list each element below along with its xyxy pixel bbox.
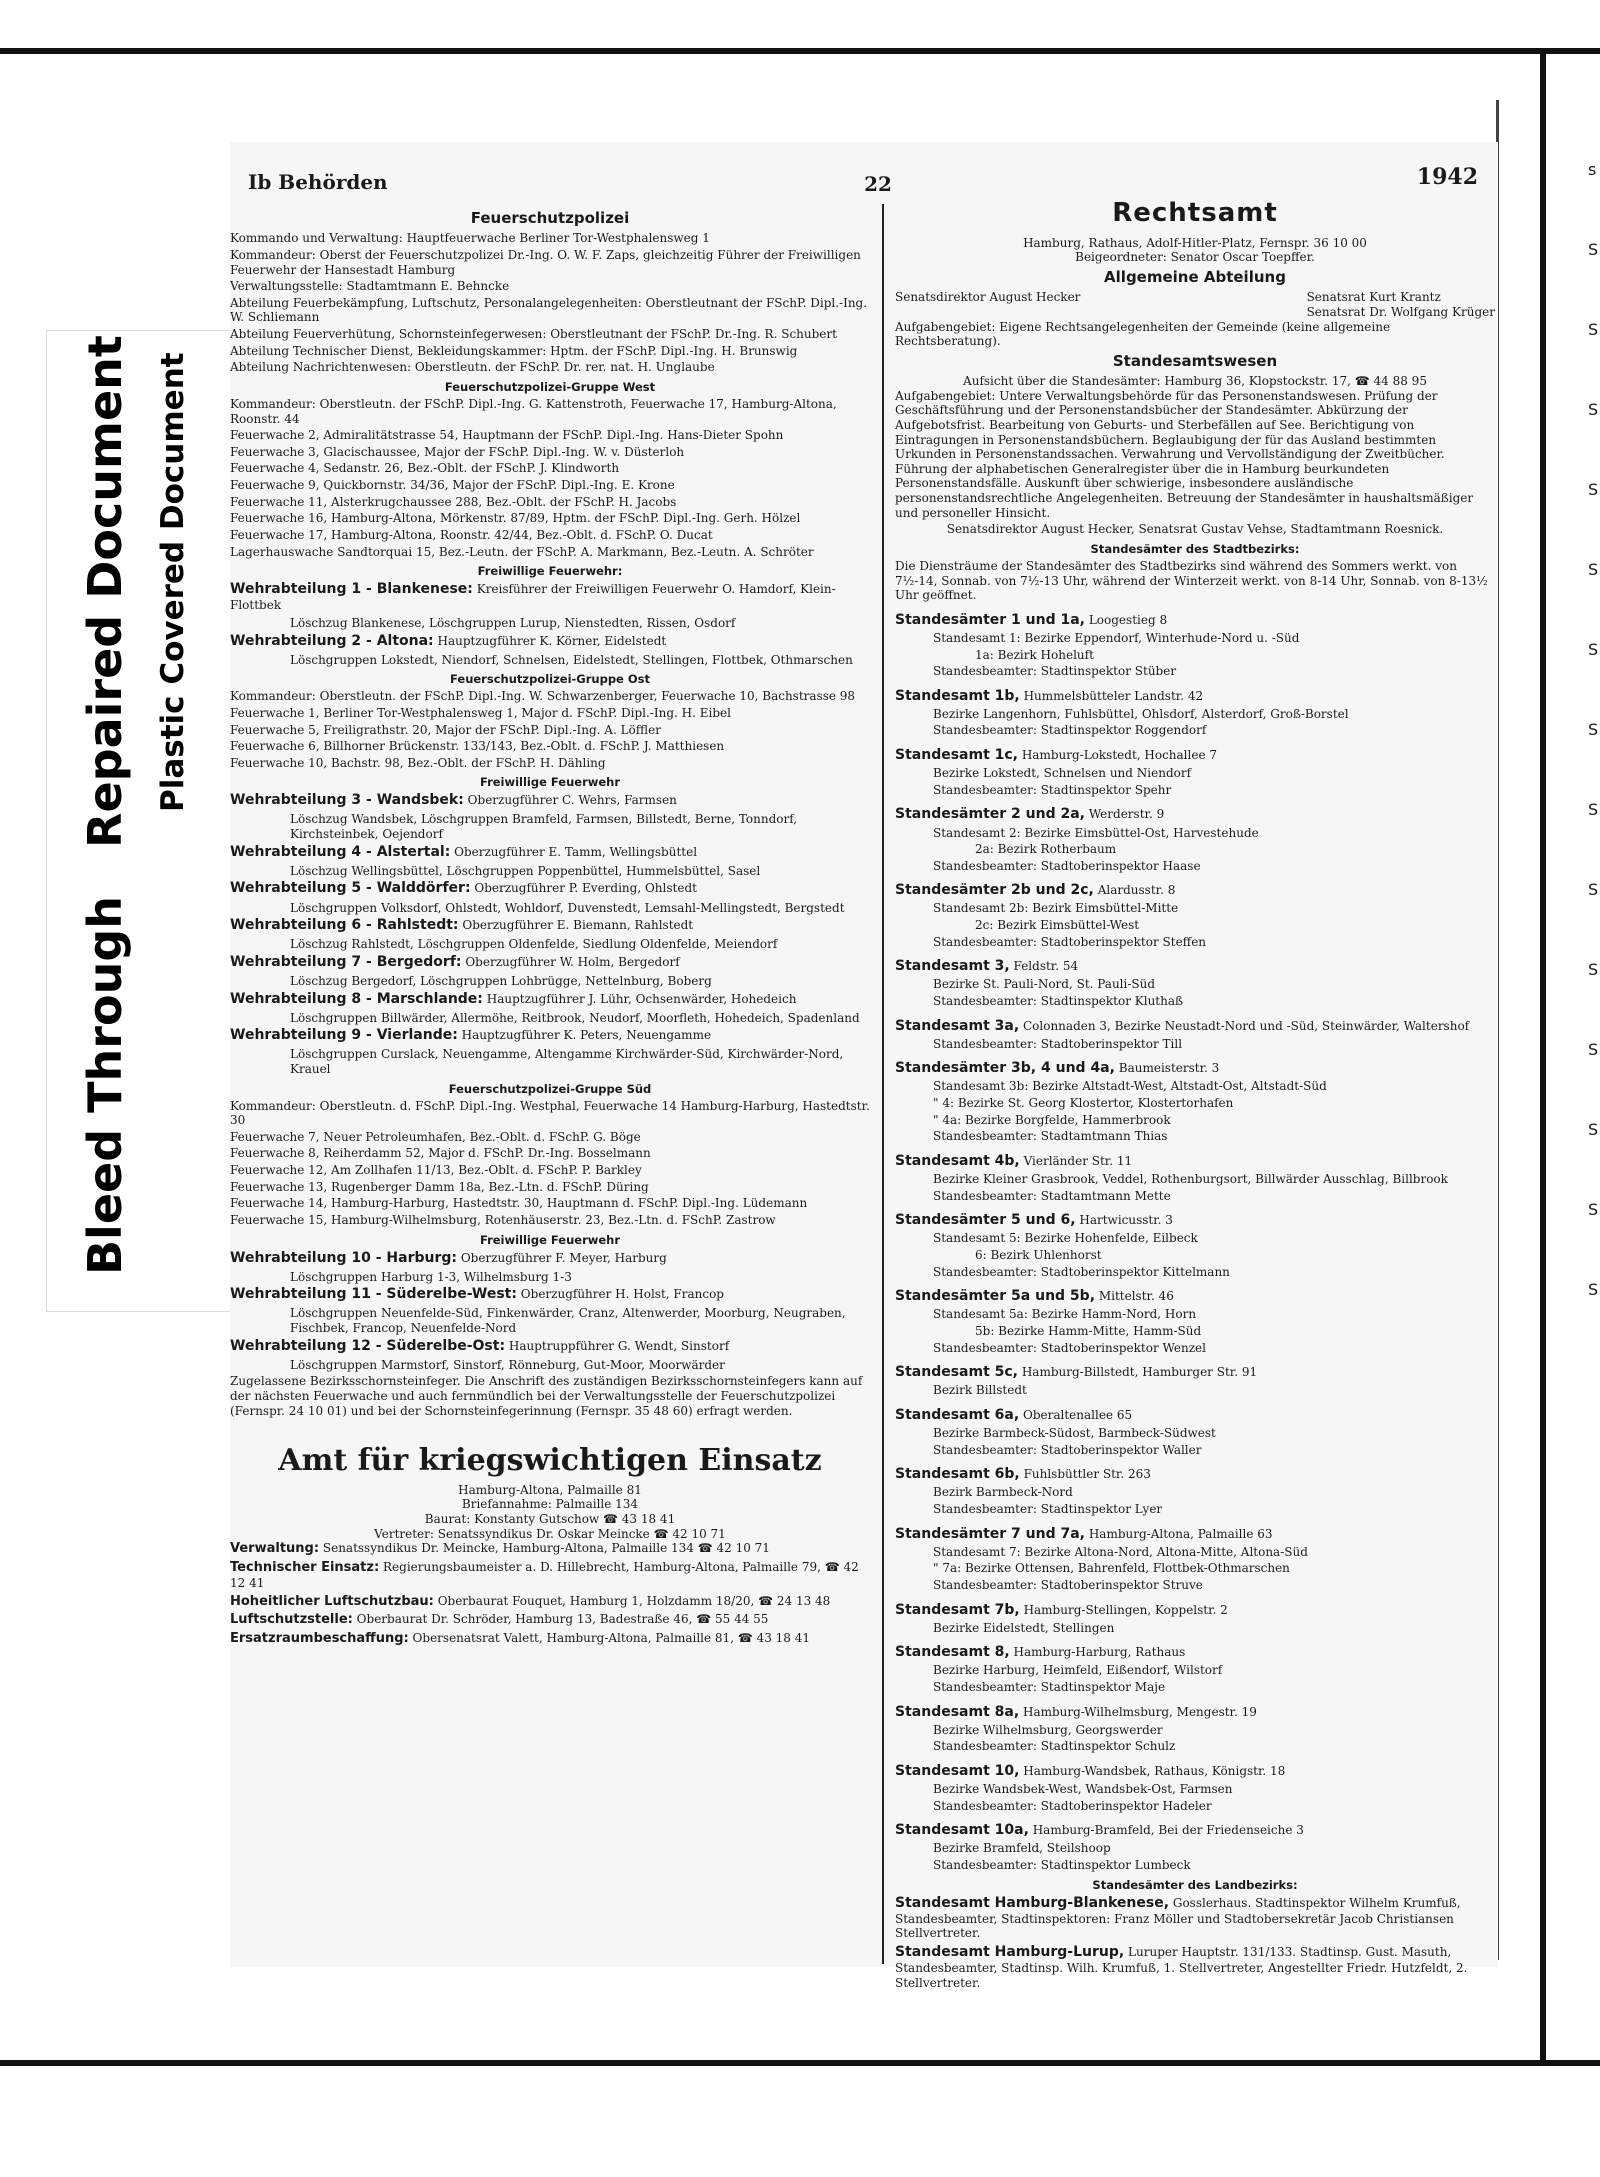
standesamt-detail: Standesbeamter: Stadtoberinspektor Till <box>933 1036 1183 1051</box>
text-line: Feuerwache 3, Glacischaussee, Major der FSchP. Dipl.-Ing. W. v. Düsterloh <box>230 444 685 459</box>
text-line: Feuerwache 17, Hamburg-Altona, Roonstr. 42/44, Bez.-Oblt. d. FSchP. O. Ducat <box>230 527 713 542</box>
standesamt-name: Standesamt 10a, <box>895 1822 1029 1839</box>
ff-ost-list <box>230 792 870 1076</box>
amt-entry <box>230 1612 870 1628</box>
text-line: Kommandeur: Oberstleutn. d. FSchP. Dipl.-Ing. Westphal, Feuerwache 14 Hamburg-Harburg, Hastedtstr. 30 <box>230 1098 870 1128</box>
text-line: Abteilung Feuerbekämpfung, Luftschutz, Personalangelegenheiten: Oberstleutnant der FSchP. Dipl.-Ing. W. Schliemann <box>230 295 868 325</box>
standesamt-entry <box>895 612 1495 679</box>
standesamt-detail: Bezirke Lokstedt, Schnelsen und Niendorf <box>933 766 1192 781</box>
text-line: Feuerwache 10, Bachstr. 98, Bez.-Oblt. der FSchP. H. Dähling <box>230 755 606 770</box>
amt-entry-text: Oberbaurat Dr. Schröder, Hamburg 13, Badestraße 46, ☎ 55 44 55 <box>356 1612 769 1627</box>
standesamt-entry <box>895 1704 1495 1754</box>
standesamt-name: Standesämter 5a und 5b, <box>895 1288 1096 1305</box>
wehrabteilung-leader: Hauptruppführer G. Wendt, Sinstorf <box>508 1338 730 1353</box>
standesamt-head <box>895 1602 1495 1619</box>
standesamt-name: Standesämter 3b, 4 und 4a, <box>895 1060 1115 1077</box>
standesamt-name: Standesamt 3, <box>895 958 1010 975</box>
standesamt-address: Hamburg-Stellingen, Koppelstr. 2 <box>1023 1602 1228 1617</box>
wehrabteilung-name: Wehrabteilung 9 - Vierlande: <box>230 1027 458 1044</box>
rechtsamt-address: Hamburg, Rathaus, Adolf-Hitler-Platz, Fernspr. 36 10 00 <box>1023 235 1367 250</box>
text-line: Feuerwache 13, Rugenberger Damm 18a, Bez.-Ltn. d. FSchP. Düring <box>230 1179 649 1194</box>
amt-entry-name: Technischer Einsatz: <box>230 1560 380 1576</box>
wehrabteilung-entry <box>230 954 870 971</box>
scan-edge-top <box>0 48 1600 54</box>
strip-letter: S <box>1588 720 1599 739</box>
amt-entry-name: Verwaltung: <box>230 1541 320 1557</box>
wehrabteilung-name: Wehrabteilung 2 - Altona: <box>230 632 434 649</box>
wehrabteilung-name: Wehrabteilung 4 - Alstertal: <box>230 843 451 860</box>
standesamt-name: Standesamt 3a, <box>895 1017 1020 1034</box>
strip-letter: S <box>1588 320 1599 339</box>
standesamt-address: Hummelsbütteler Landstr. 42 <box>1023 688 1204 703</box>
wehrabteilung-leader: Hauptzugführer K. Körner, Eidelstedt <box>437 633 667 648</box>
standesamt-detail: Standesbeamter: Stadtamtmann Mette <box>933 1188 1171 1203</box>
loeschgruppen: Löschzug Bergedorf, Löschgruppen Lohbrügge, Nettelnburg, Boberg <box>290 973 712 988</box>
standesamt-detail: Standesbeamter: Stadtinspektor Lumbeck <box>933 1857 1191 1872</box>
text-line: Abteilung Nachrichtenwesen: Oberstleutn. der FSchP. Dr. rer. nat. H. Unglaube <box>230 360 715 375</box>
ff-title-sued: Freiwillige Feuerwehr <box>479 1232 621 1247</box>
document-page <box>230 142 1498 1990</box>
standesamt-head <box>895 1153 1495 1170</box>
feuerschutz-lines <box>230 231 870 375</box>
amt-entry <box>230 1560 870 1590</box>
standesamt-entry <box>895 1060 1495 1144</box>
standesamt-detail: Bezirke Langenhorn, Fuhlsbüttel, Ohlsdorf, Alsterdorf, Groß-Borstel <box>933 706 1349 721</box>
left-column <box>230 206 870 1650</box>
wehrabteilung-leader: Oberzugführer F. Meyer, Harburg <box>460 1250 667 1265</box>
allg-left: Senatsdirektor August Hecker <box>895 290 1081 305</box>
text-line: Feuerwache 15, Hamburg-Wilhelmsburg, Rotenhäuserstr. 23, Bez.-Ltn. d. FSchP. Zastrow <box>230 1212 776 1227</box>
header-section: Ib Behörden <box>248 170 388 194</box>
standesamt-detail: Standesbeamter: Stadtinspektor Spehr <box>933 782 1172 797</box>
wehrabteilung-entry <box>230 844 870 861</box>
land-title: Standesämter des Landbezirks: <box>1092 1877 1298 1892</box>
ost-title: Feuerschutzpolizei-Gruppe Ost <box>450 672 650 687</box>
strip-letter: S <box>1588 640 1599 659</box>
text-line: Feuerwache 11, Alsterkrugchaussee 288, Bez.-Oblt. der FSchP. H. Jacobs <box>230 494 677 509</box>
standesamt-detail: 2a: Bezirk Rotherbaum <box>975 842 1117 857</box>
standesamt-name: Standesämter 2 und 2a, <box>895 806 1085 823</box>
strip-letter: S <box>1588 800 1599 819</box>
wehrabteilung-entry <box>230 880 870 897</box>
standesamt-name: Standesamt 10, <box>895 1762 1020 1779</box>
standesamt-address: Hamburg-Billstedt, Hamburger Str. 91 <box>1021 1365 1258 1380</box>
wehrabteilung-leader: Oberzugführer E. Tamm, Wellingsbüttel <box>454 844 698 859</box>
wehrabteilung-entry <box>230 1286 870 1303</box>
right-column <box>895 198 1495 1993</box>
loeschgruppen: Löschgruppen Billwärder, Allermöhe, Reitbrook, Neudorf, Moorfleth, Hohedeich, Spadenland <box>290 1010 860 1025</box>
text-line: Lagerhauswache Sandtorquai 15, Bez.-Leutn. der FSchP. A. Markmann, Bez.-Leutn. A. Schröter <box>230 544 814 559</box>
amt-address: Hamburg-Altona, Palmaille 81 <box>458 1482 642 1497</box>
text-line: Kommandeur: Oberst der Feuerschutzpolizei Dr.-Ing. O. W. F. Zaps, gleichzeitig Führer der Freiwilligen Feuerwehr der Hansestadt Hamburg <box>230 247 861 277</box>
scan-edge-bottom <box>0 2060 1600 2066</box>
standesamt-name: Standesamt 1c, <box>895 747 1018 764</box>
standesamt-head <box>895 1763 1495 1780</box>
standesamt-name: Standesamt 4b, <box>895 1152 1020 1169</box>
standesamt-entry <box>895 1153 1495 1203</box>
allg-right: Senatsrat Kurt Krantz Senatsrat Dr. Wolfgang Krüger <box>1306 290 1495 319</box>
standesamt-detail: Bezirke St. Pauli-Nord, St. Pauli-Süd <box>933 977 1156 992</box>
amt-entry-name: Hoheitlicher Luftschutzbau: <box>230 1593 434 1609</box>
standesamt-detail: Standesbeamter: Stadtoberinspektor Wenzel <box>933 1340 1206 1355</box>
standesamt-detail: Standesamt 1: Bezirke Eppendorf, Winterhude-Nord u. -Süd <box>933 630 1300 645</box>
column-divider <box>882 204 884 1964</box>
ff-west-list <box>230 581 870 667</box>
standesamt-detail: " 4: Bezirke St. Georg Klostertor, Klostertorhafen <box>933 1096 1234 1111</box>
standesamt-entry <box>895 806 1495 873</box>
standesamt-head <box>895 806 1495 823</box>
text-line: Kommandeur: Oberstleutn. der FSchP. Dipl.-Ing. W. Schwarzenberger, Feuerwache 10, Bachstrasse 98 <box>230 689 856 704</box>
loeschgruppen: Löschgruppen Curslack, Neuengamme, Altengamme Kirchwärder-Süd, Kirchwärder-Nord, Krauel <box>290 1047 844 1076</box>
standesamt-head <box>895 1060 1495 1077</box>
standesamt-detail: 2c: Bezirk Eimsbüttel-West <box>975 918 1140 933</box>
land-entry <box>895 1895 1495 1941</box>
standesamt-name: Standesamt 8, <box>895 1644 1010 1661</box>
loeschgruppen: Löschgruppen Neuenfelde-Süd, Finkenwärder, Cranz, Altenwerder, Moorburg, Neugraben, Fischbek, Francop, Neuenfelde-Nord <box>290 1306 846 1335</box>
standesamt-address: Werderstr. 9 <box>1088 807 1165 822</box>
standesamt-detail: Standesbeamter: Stadtinspektor Schulz <box>933 1739 1176 1754</box>
stand-aufgaben: Aufgabengebiet: Untere Verwaltungsbehörde für das Personenstandswesen. Prüfung der Geschäftsführung und der Personenstandsbücher der Standesämter. Abkürzung der Aufgebotsfrist. Bearbeitung von Geburts- und Sterbefällen auf See. Berichtigung von Eintragungen in Personenstandsbüchern. Beglaubigung der für das Ausland bestimmten Urkunden in Personenstandssachen. Verwahrung und Vervollständigung der Zweitbücher. Führung der alphabetischen Generalregister über die in Hamburg beurkundeten Personenstandsfälle. Auskunft über schwierige, insbesondere ausländische personenstandsrechtliche Angelegenheiten. Betreuung der Standesämter in haushaltsmäßiger und personeller Hinsicht. <box>895 388 1474 520</box>
strip-letter: S <box>1588 400 1599 419</box>
wehrabteilung-leader: Oberzugführer P. Everding, Ohlstedt <box>474 881 697 896</box>
standesamt-entry <box>895 958 1495 1008</box>
strip-letter: S <box>1588 960 1599 979</box>
wehrabteilung-name: Wehrabteilung 3 - Wandsbek: <box>230 792 464 809</box>
sued-title: Feuerschutzpolizei-Gruppe Süd <box>448 1081 652 1096</box>
standesamt-detail: Standesbeamter: Stadtoberinspektor Steffen <box>933 934 1207 949</box>
land-text: Luruper Hauptstr. 131/133. Stadtinsp. Gust. Masuth, Standesbeamter, Stadtinsp. Wilh. Krumfuß, 1. Stellvertreter, Angestellter Friedr. Hutzfeldt, 2. Stellvertreter. <box>895 1944 1468 1990</box>
standesamt-detail: Standesbeamter: Stadtamtmann Thias <box>933 1129 1168 1144</box>
loeschgruppen: Löschgruppen Lokstedt, Niendorf, Schnelsen, Eidelstedt, Stellingen, Flottbek, Othmarschen <box>290 652 853 667</box>
text-line: Abteilung Feuerverhütung, Schornsteinfegerwesen: Oberstleutnant der FSchP. Dr.-Ing. R. Schubert <box>230 327 837 342</box>
standesamt-entry <box>895 1364 1495 1398</box>
wehrabteilung-leader: Hauptzugführer K. Peters, Neuengamme <box>461 1028 712 1043</box>
strip-letter: S <box>1588 1200 1599 1219</box>
standesamt-detail: Standesamt 7: Bezirke Altona-Nord, Altona-Mitte, Altona-Süd <box>933 1544 1308 1559</box>
standesamt-detail: Standesbeamter: Stadtinspektor Roggendorf <box>933 723 1207 738</box>
standesaemter-list <box>895 612 1495 1873</box>
amt-entry-name: Ersatzraumbeschaffung: <box>230 1631 409 1647</box>
amt-title: Amt für kriegswichtigen Einsatz <box>278 1443 822 1479</box>
standesamt-entry <box>895 1407 1495 1457</box>
label-card <box>46 330 238 1312</box>
wehrabteilung-leader: Oberzugführer H. Holst, Francop <box>520 1287 724 1302</box>
standesamt-head <box>895 747 1495 764</box>
standesamt-detail: Standesbeamter: Stadtinspektor Stüber <box>933 664 1177 679</box>
wehrabteilung-name: Wehrabteilung 5 - Walddörfer: <box>230 880 471 897</box>
standesamt-detail: Standesamt 2b: Bezirk Eimsbüttel-Mitte <box>933 901 1179 916</box>
land-name: Standesamt Hamburg-Lurup, <box>895 1943 1125 1960</box>
standesamt-address: Hamburg-Altona, Palmaille 63 <box>1088 1526 1273 1541</box>
standesamt-detail: Bezirke Eidelstedt, Stellingen <box>933 1620 1115 1635</box>
standesamt-address: Feldstr. 54 <box>1013 959 1079 974</box>
stadt-intro: Die Diensträume der Standesämter des Stadtbezirks sind während des Sommers werkt. von 7½-14, Sonnab. von 7½-13 Uhr, während der Winterzeit werkt. von 8-14 Uhr, Sonnab. von 8-13½ Uhr geöffnet. <box>895 558 1488 603</box>
standesamt-name: Standesämter 2b und 2c, <box>895 882 1094 899</box>
loeschgruppen: Löschzug Wandsbek, Löschgruppen Bramfeld, Farmsen, Billstedt, Berne, Tonndorf, Kirchsteinbek, Oejendorf <box>290 812 798 842</box>
standesamt-entry <box>895 1466 1495 1516</box>
strip-letter: s <box>1588 160 1597 179</box>
feuerschutz-title: Feuerschutzpolizei <box>470 209 630 227</box>
standesamt-head <box>895 688 1495 705</box>
standesamt-detail: Standesamt 2: Bezirke Eimsbüttel-Ost, Harvestehude <box>933 825 1259 840</box>
standesamt-entry <box>895 1763 1495 1813</box>
wehrabteilung-leader: Oberzugführer E. Biemann, Rahlstedt <box>462 918 694 933</box>
header-year: 1942 <box>1416 164 1478 190</box>
text-line: Feuerwache 4, Sedanstr. 26, Bez.-Oblt. der FSchP. J. Klindworth <box>230 461 620 476</box>
standesamt-head <box>895 1526 1495 1543</box>
stadt-title: Standesämter des Stadtbezirks: <box>1090 541 1300 556</box>
stand-title: Standesamtswesen <box>1112 351 1278 370</box>
standesamt-entry <box>895 1288 1495 1355</box>
standesamt-detail: Standesbeamter: Stadtoberinspektor Hadeler <box>933 1798 1212 1813</box>
allg-aufgaben: Aufgabengebiet: Eigene Rechtsangelegenheiten der Gemeinde (keine allgemeine Rechtsberatung). <box>895 319 1391 349</box>
standesamt-detail: 5b: Bezirke Hamm-Mitte, Hamm-Süd <box>975 1323 1202 1338</box>
strip-letter: S <box>1588 1280 1599 1299</box>
standesamt-head <box>895 1644 1495 1661</box>
standesamt-detail: Bezirke Bramfeld, Steilshoop <box>933 1841 1111 1856</box>
standesamt-address: Loogestieg 8 <box>1088 612 1168 627</box>
standesamt-detail: Standesbeamter: Stadtinspektor Kluthaß <box>933 994 1184 1009</box>
standesamt-address: Baumeisterstr. 3 <box>1118 1061 1220 1076</box>
strip-letter: S <box>1588 1040 1599 1059</box>
amt-entry <box>230 1541 870 1557</box>
wehrabteilung-name: Wehrabteilung 11 - Süderelbe-West: <box>230 1286 517 1303</box>
text-line: Feuerwache 14, Hamburg-Harburg, Hastedtstr. 30, Hauptmann d. FSchP. Dipl.-Ing. Lüdemann <box>230 1196 808 1211</box>
standesamt-address: Hamburg-Lokstedt, Hochallee 7 <box>1021 748 1218 763</box>
land-name: Standesamt Hamburg-Blankenese, <box>895 1894 1170 1911</box>
standesamt-address: Hartwicusstr. 3 <box>1079 1213 1173 1228</box>
strip-letter: S <box>1588 880 1599 899</box>
text-line: Feuerwache 5, Freiligrathstr. 20, Major der FSchP. Dipl.-Ing. A. Löffler <box>230 722 661 737</box>
page-number: 22 <box>864 172 892 196</box>
wehrabteilung-name: Wehrabteilung 7 - Bergedorf: <box>230 953 462 970</box>
wehrabteilung-entry <box>230 1338 870 1355</box>
standesamt-head <box>895 882 1495 899</box>
standesamt-detail: Bezirk Barmbeck-Nord <box>933 1485 1073 1500</box>
standesamt-name: Standesamt 8a, <box>895 1703 1020 1720</box>
strip-letter: S <box>1588 1120 1599 1139</box>
strip-letter: S <box>1588 560 1599 579</box>
amt-baurat: Baurat: Konstanty Gutschow ☎ 43 18 41 <box>424 1511 676 1526</box>
standesamt-address: Colonnaden 3, Bezirke Neustadt-Nord und -Süd, Steinwärder, Waltershof <box>1022 1018 1470 1033</box>
standesamt-entry <box>895 1822 1495 1872</box>
standesamt-detail: Bezirke Wilhelmsburg, Georgswerder <box>933 1722 1163 1737</box>
standesamt-entry <box>895 1644 1495 1694</box>
text-line: Feuerwache 7, Neuer Petroleumhafen, Bez.-Oblt. d. FSchP. G. Böge <box>230 1129 641 1144</box>
standesamt-detail: " 7a: Bezirke Ottensen, Bahrenfeld, Flottbek-Othmarschen <box>933 1561 1290 1576</box>
standesamt-detail: 1a: Bezirk Hoheluft <box>975 647 1094 662</box>
amt-entry-text: Obersenatsrat Valett, Hamburg-Altona, Palmaille 81, ☎ 43 18 41 <box>412 1631 811 1646</box>
scan-edge-right <box>1540 48 1546 2066</box>
label-plastic-covered: Plastic Covered Document <box>155 352 191 812</box>
standesamt-head <box>895 1704 1495 1721</box>
standesamt-detail: Standesamt 3b: Bezirke Altstadt-West, Altstadt-Ost, Altstadt-Süd <box>933 1079 1327 1094</box>
west-lines <box>230 397 870 559</box>
standesamt-address: Hamburg-Bramfeld, Bei der Friedenseiche 3 <box>1032 1823 1304 1838</box>
standesamt-detail: Bezirke Barmbeck-Südost, Barmbeck-Südwest <box>933 1425 1216 1440</box>
ff-title-ost: Freiwillige Feuerwehr <box>479 775 621 790</box>
standesamt-detail: Standesbeamter: Stadtinspektor Maje <box>933 1679 1166 1694</box>
wehrabteilung-leader: Hauptzugführer J. Lühr, Ochsenwärder, Hohedeich <box>486 991 797 1006</box>
wehrabteilung-name: Wehrabteilung 6 - Rahlstedt: <box>230 917 459 934</box>
standesamt-address: Hamburg-Wandsbek, Rathaus, Königstr. 18 <box>1023 1763 1286 1778</box>
rechtsamt-beigeordneter: Beigeordneter: Senator Oscar Toepffer. <box>1075 250 1315 265</box>
amt-entry <box>230 1631 870 1647</box>
rechtsamt-title: Rechtsamt <box>1112 198 1278 228</box>
standesamt-detail: Standesbeamter: Stadtoberinspektor Kittelmann <box>933 1264 1230 1279</box>
standesamt-entry <box>895 1602 1495 1636</box>
west-title: Feuerschutzpolizei-Gruppe West <box>444 379 656 394</box>
standesamt-detail: Standesbeamter: Stadtinspektor Lyer <box>933 1501 1163 1516</box>
standesamt-detail: Bezirke Harburg, Heimfeld, Eißendorf, Wilstorf <box>933 1663 1223 1678</box>
standesamt-address: Vierländer Str. 11 <box>1023 1153 1133 1168</box>
standesamt-address: Hamburg-Harburg, Rathaus <box>1013 1645 1186 1660</box>
standesamt-address: Oberaltenallee 65 <box>1022 1407 1133 1422</box>
text-line: Feuerwache 16, Hamburg-Altona, Mörkenstr. 87/89, Hptm. der FSchP. Dipl.-Ing. Gerh. Hölzel <box>230 511 801 526</box>
land-text: Gosslerhaus. Stadtinspektor Wilhelm Krumfuß, Standesbeamter, Stadtinspektoren: Franz Möller und Stadtobersekretär Jacob Christiansen Stellvertreter. <box>895 1895 1461 1941</box>
standesamt-entry <box>895 747 1495 797</box>
standesamt-head <box>895 1364 1495 1381</box>
standesamt-entry <box>895 688 1495 738</box>
loeschgruppen: Löschzug Blankenese, Löschgruppen Lurup, Nienstedten, Rissen, Osdorf <box>290 615 736 630</box>
text-line: Feuerwache 9, Quickbornstr. 34/36, Major der FSchP. Dipl.-Ing. E. Krone <box>230 478 675 493</box>
standesamt-name: Standesamt 5c, <box>895 1364 1018 1381</box>
standesamt-head <box>895 1466 1495 1483</box>
adjacent-page-strip <box>1550 160 1600 1360</box>
text-line: Feuerwache 6, Billhorner Brückenstr. 133/143, Bez.-Oblt. d. FSchP. J. Matthiesen <box>230 739 725 754</box>
standesamt-detail: " 4a: Bezirke Borgfelde, Hammerbrook <box>933 1112 1171 1127</box>
loeschgruppen: Löschgruppen Harburg 1-3, Wilhelmsburg 1-3 <box>290 1269 572 1284</box>
standesamt-head <box>895 1407 1495 1424</box>
stand-staff: Senatsdirektor August Hecker, Senatsrat Gustav Vehse, Stadtamtmann Roesnick. <box>946 522 1444 537</box>
amt-entry-text: Senatssyndikus Dr. Meincke, Hamburg-Altona, Palmaille 134 ☎ 42 10 71 <box>322 1541 770 1556</box>
standesamt-entry <box>895 1018 1495 1052</box>
standesamt-head <box>895 1018 1495 1035</box>
standesamt-entry <box>895 1526 1495 1593</box>
amt-entry <box>230 1594 870 1610</box>
standesamt-name: Standesämter 7 und 7a, <box>895 1525 1085 1542</box>
standesamt-address: Fuhlsbüttler Str. 263 <box>1023 1467 1151 1482</box>
wehrabteilung-name: Wehrabteilung 1 - Blankenese: <box>230 581 473 598</box>
loeschgruppen: Löschgruppen Marmstorf, Sinstorf, Rönneburg, Gut-Moor, Moorwärder <box>290 1357 725 1372</box>
wehrabteilung-leader: Oberzugführer W. Holm, Bergedorf <box>465 954 680 969</box>
wehrabteilung-entry <box>230 991 870 1008</box>
loeschgruppen: Löschgruppen Volksdorf, Ohlstedt, Wohldorf, Duvenstedt, Lemsahl-Mellingstedt, Bergstedt <box>290 900 845 915</box>
standesamt-detail: Bezirk Billstedt <box>933 1383 1027 1398</box>
loeschgruppen: Löschzug Rahlstedt, Löschgruppen Oldenfelde, Siedlung Oldenfelde, Meiendorf <box>290 937 778 952</box>
standesamt-address: Alardusstr. 8 <box>1097 883 1176 898</box>
standesamt-detail: Standesamt 5a: Bezirke Hamm-Nord, Horn <box>933 1307 1197 1322</box>
standesamt-head <box>895 1822 1495 1839</box>
wehrabteilung-entry <box>230 1250 870 1267</box>
standesamt-detail: Bezirke Wandsbek-West, Wandsbek-Ost, Farmsen <box>933 1781 1233 1796</box>
wehrabteilung-entry <box>230 633 870 650</box>
standesamt-name: Standesämter 5 und 6, <box>895 1212 1076 1229</box>
text-line: Feuerwache 8, Reiherdamm 52, Major d. FSchP. Dr.-Ing. Bosselmann <box>230 1146 651 1161</box>
standesamt-detail: Bezirke Kleiner Grasbrook, Veddel, Rothenburgsort, Billwärder Ausschlag, Billbrook <box>933 1172 1448 1187</box>
label-bleed-repaired: Bleed Through Repaired Document <box>78 335 132 1275</box>
standesamt-head <box>895 958 1495 975</box>
wehrabteilung-name: Wehrabteilung 10 - Harburg: <box>230 1249 458 1266</box>
allgemeine-title: Allgemeine Abteilung <box>1104 267 1286 286</box>
wehrabteilung-leader: Kreisführer der Freiwilligen Feuerwehr O. Hamdorf, Klein-Flottbek <box>230 582 836 613</box>
sued-lines <box>230 1099 870 1228</box>
standesamt-head <box>895 1212 1495 1229</box>
standesamt-name: Standesamt 1b, <box>895 687 1020 704</box>
strip-letter: S <box>1588 240 1599 259</box>
standesamt-head <box>895 1288 1495 1305</box>
text-line: Feuerwache 1, Berliner Tor-Westphalensweg 1, Major d. FSchP. Dipl.-Ing. H. Eibel <box>230 705 731 720</box>
text-line: Feuerwache 2, Admiralitätstrasse 54, Hauptmann der FSchP. Dipl.-Ing. Hans-Dieter Spohn <box>230 428 784 443</box>
amt-entries <box>230 1541 870 1647</box>
wehrabteilung-entry <box>230 917 870 934</box>
amt-entry-text: Regierungsbaumeister a. D. Hillebrecht, Hamburg-Altona, Palmaille 79, ☎ 42 12 41 <box>230 1560 859 1590</box>
standesamt-name: Standesamt 7b, <box>895 1601 1020 1618</box>
standesamt-name: Standesamt 6a, <box>895 1406 1020 1423</box>
wehrabteilung-entry <box>230 1027 870 1044</box>
ff-title-west: Freiwillige Feuerwehr: <box>477 564 623 579</box>
standesamt-detail: Standesbeamter: Stadtoberinspektor Haase <box>933 858 1201 873</box>
standesamt-name: Standesamt 6b, <box>895 1466 1020 1483</box>
standesamt-entry <box>895 1212 1495 1279</box>
wehrabteilung-entry <box>230 581 870 613</box>
text-line: Verwaltungsstelle: Stadtamtmann E. Behncke <box>230 279 510 294</box>
amt-brief: Briefannahme: Palmaille 134 <box>461 1497 639 1512</box>
land-list <box>895 1895 1495 1991</box>
text-line: Kommandeur: Oberstleutn. der FSchP. Dipl.-Ing. G. Kattenstroth, Feuerwache 17, Hamburg-Altona, Roonstr. 44 <box>230 396 837 426</box>
stand-aufsicht: Aufsicht über die Standesämter: Hamburg 36, Klopstockstr. 17, ☎ 44 88 95 <box>963 374 1427 389</box>
standesamt-address: Mittelstr. 46 <box>1098 1289 1174 1304</box>
ff-sued-list <box>230 1250 870 1373</box>
ost-lines <box>230 689 870 770</box>
wehrabteilung-name: Wehrabteilung 12 - Süderelbe-Ost: <box>230 1337 506 1354</box>
strip-letter: S <box>1588 480 1599 499</box>
text-line: Abteilung Technischer Dienst, Bekleidungskammer: Hptm. der FSchP. Dipl.-Ing. H. Brunswig <box>230 343 798 358</box>
standesamt-head <box>895 612 1495 629</box>
land-entry <box>895 1944 1495 1990</box>
allgemeine-staff <box>895 290 1495 319</box>
standesamt-detail: 6: Bezirk Uhlenhorst <box>975 1247 1102 1262</box>
standesamt-name: Standesämter 1 und 1a, <box>895 611 1085 628</box>
schornstein-note: Zugelassene Bezirksschornsteinfeger. Die Anschrift des zuständigen Bezirksschornsteinfegers kann auf der nächsten Feuerwache und auch fernmündlich bei der Verwaltungsstelle der Feuerschutzpolizei (Fernspr. 24 10 01) und bei der Schornsteinfegerinnung (Fernspr. 35 48 60) erfragt werden. <box>230 1374 863 1418</box>
standesamt-address: Hamburg-Wilhelmsburg, Mengestr. 19 <box>1022 1704 1257 1719</box>
standesamt-detail: Standesamt 5: Bezirke Hohenfelde, Eilbeck <box>933 1231 1198 1246</box>
loeschgruppen: Löschzug Wellingsbüttel, Löschgruppen Poppenbüttel, Hummelsbüttel, Sasel <box>290 863 761 878</box>
standesamt-detail: Standesbeamter: Stadtoberinspektor Waller <box>933 1442 1202 1457</box>
wehrabteilung-name: Wehrabteilung 8 - Marschlande: <box>230 990 483 1007</box>
amt-entry-text: Oberbaurat Fouquet, Hamburg 1, Holzdamm 18/20, ☎ 24 13 48 <box>437 1593 831 1608</box>
amt-vertreter: Vertreter: Senatssyndikus Dr. Oskar Meincke ☎ 42 10 71 <box>374 1526 726 1541</box>
standesamt-entry <box>895 882 1495 949</box>
text-line: Kommando und Verwaltung: Hauptfeuerwache Berliner Tor-Westphalensweg 1 <box>230 231 710 246</box>
wehrabteilung-entry <box>230 792 870 809</box>
standesamt-detail: Standesbeamter: Stadtoberinspektor Struve <box>933 1577 1203 1592</box>
wehrabteilung-leader: Oberzugführer C. Wehrs, Farmsen <box>467 793 677 808</box>
amt-entry-name: Luftschutzstelle: <box>230 1612 353 1628</box>
text-line: Feuerwache 12, Am Zollhafen 11/13, Bez.-Oblt. d. FSchP. P. Barkley <box>230 1163 642 1178</box>
